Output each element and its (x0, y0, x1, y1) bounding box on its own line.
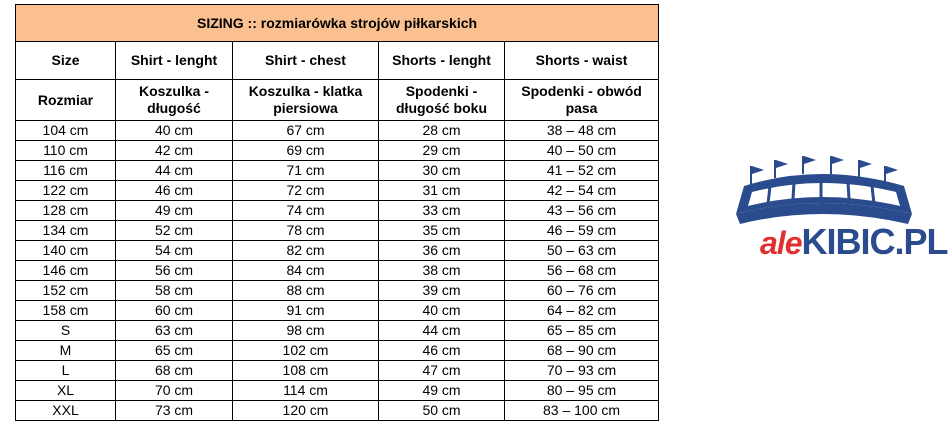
table-cell: XL (16, 381, 116, 401)
table-cell: 35 cm (379, 221, 505, 241)
table-row (16, 201, 659, 221)
table-title: SIZING :: rozmiarówka strojów piłkarskich (16, 5, 659, 42)
table-cell: 65 cm (116, 341, 233, 361)
table-cell: 44 cm (379, 321, 505, 341)
table-cell: 52 cm (116, 221, 233, 241)
table-row (16, 141, 659, 161)
table-cell: 116 cm (16, 161, 116, 181)
table-cell: 110 cm (16, 141, 116, 161)
table-cell: 46 – 59 cm (505, 221, 659, 241)
table-row (16, 181, 659, 201)
table-row (16, 301, 659, 321)
table-cell: 98 cm (233, 321, 379, 341)
table-row (16, 321, 659, 341)
table-cell: 83 – 100 cm (505, 401, 659, 421)
header-spodenki-obwod: Spodenki - obwód pasa (505, 80, 659, 121)
header-row-pl (16, 80, 659, 121)
table-cell: 50 cm (379, 401, 505, 421)
table-cell: 50 – 63 cm (505, 241, 659, 261)
header-row-en (16, 42, 659, 80)
table-row (16, 161, 659, 181)
header-shorts-waist: Shorts - waist (505, 42, 659, 80)
table-cell: 40 cm (379, 301, 505, 321)
table-row (16, 341, 659, 361)
table-cell: L (16, 361, 116, 381)
sizing-table (15, 4, 659, 421)
table-cell: 60 – 76 cm (505, 281, 659, 301)
logo-text (760, 221, 948, 262)
table-cell: 67 cm (233, 121, 379, 141)
stadium-icon (726, 152, 916, 232)
table-cell: 71 cm (233, 161, 379, 181)
table-cell: 38 – 48 cm (505, 121, 659, 141)
table-cell: 134 cm (16, 221, 116, 241)
table-cell: 73 cm (116, 401, 233, 421)
logo-text-kibic: KIBIC.PL (801, 221, 948, 262)
alekibic-logo (726, 152, 948, 276)
table-cell: 40 – 50 cm (505, 141, 659, 161)
table-cell: 30 cm (379, 161, 505, 181)
table-cell: 42 cm (116, 141, 233, 161)
table-cell: 80 – 95 cm (505, 381, 659, 401)
table-cell: 72 cm (233, 181, 379, 201)
table-cell: 65 – 85 cm (505, 321, 659, 341)
header-koszulka-klatka: Koszulka - klatka piersiowa (233, 80, 379, 121)
table-row (16, 401, 659, 421)
table-cell: 47 cm (379, 361, 505, 381)
table-cell: 152 cm (16, 281, 116, 301)
table-cell: 114 cm (233, 381, 379, 401)
table-cell: 58 cm (116, 281, 233, 301)
table-row (16, 281, 659, 301)
table-cell: 46 cm (379, 341, 505, 361)
table-cell: 39 cm (379, 281, 505, 301)
table-cell: 54 cm (116, 241, 233, 261)
table-cell: 69 cm (233, 141, 379, 161)
table-cell: 56 – 68 cm (505, 261, 659, 281)
table-cell: 146 cm (16, 261, 116, 281)
table-cell: XXL (16, 401, 116, 421)
header-spodenki-dlugosc: Spodenki - długość boku (379, 80, 505, 121)
table-cell: 120 cm (233, 401, 379, 421)
table-row (16, 241, 659, 261)
table-cell: 122 cm (16, 181, 116, 201)
table-cell: 158 cm (16, 301, 116, 321)
table-cell: 31 cm (379, 181, 505, 201)
table-cell: 108 cm (233, 361, 379, 381)
table-cell: 91 cm (233, 301, 379, 321)
table-cell: 40 cm (116, 121, 233, 141)
table-cell: 41 – 52 cm (505, 161, 659, 181)
table-cell: M (16, 341, 116, 361)
table-cell: 46 cm (116, 181, 233, 201)
table-cell: S (16, 321, 116, 341)
table-cell: 42 – 54 cm (505, 181, 659, 201)
table-cell: 78 cm (233, 221, 379, 241)
header-rozmiar: Rozmiar (16, 80, 116, 121)
table-cell: 68 cm (116, 361, 233, 381)
table-cell: 60 cm (116, 301, 233, 321)
header-shorts-length: Shorts - lenght (379, 42, 505, 80)
table-row (16, 361, 659, 381)
table-cell: 38 cm (379, 261, 505, 281)
table-cell: 44 cm (116, 161, 233, 181)
table-cell: 49 cm (379, 381, 505, 401)
table-cell: 140 cm (16, 241, 116, 261)
header-shirt-length: Shirt - lenght (116, 42, 233, 80)
table-cell: 33 cm (379, 201, 505, 221)
table-cell: 56 cm (116, 261, 233, 281)
table-cell: 104 cm (16, 121, 116, 141)
table-cell: 28 cm (379, 121, 505, 141)
header-koszulka-dlugosc: Koszulka - długość (116, 80, 233, 121)
table-row (16, 121, 659, 141)
table-cell: 102 cm (233, 341, 379, 361)
table-row (16, 381, 659, 401)
table-cell: 128 cm (16, 201, 116, 221)
table-cell: 70 cm (116, 381, 233, 401)
header-shirt-chest: Shirt - chest (233, 42, 379, 80)
table-cell: 88 cm (233, 281, 379, 301)
header-size: Size (16, 42, 116, 80)
table-cell: 63 cm (116, 321, 233, 341)
table-cell: 70 – 93 cm (505, 361, 659, 381)
table-cell: 68 – 90 cm (505, 341, 659, 361)
table-cell: 49 cm (116, 201, 233, 221)
logo-text-ale: ale (760, 225, 802, 261)
table-row (16, 261, 659, 281)
table-cell: 36 cm (379, 241, 505, 261)
table-row (16, 221, 659, 241)
table-cell: 84 cm (233, 261, 379, 281)
table-cell: 82 cm (233, 241, 379, 261)
table-cell: 43 – 56 cm (505, 201, 659, 221)
table-cell: 29 cm (379, 141, 505, 161)
table-cell: 64 – 82 cm (505, 301, 659, 321)
table-cell: 74 cm (233, 201, 379, 221)
